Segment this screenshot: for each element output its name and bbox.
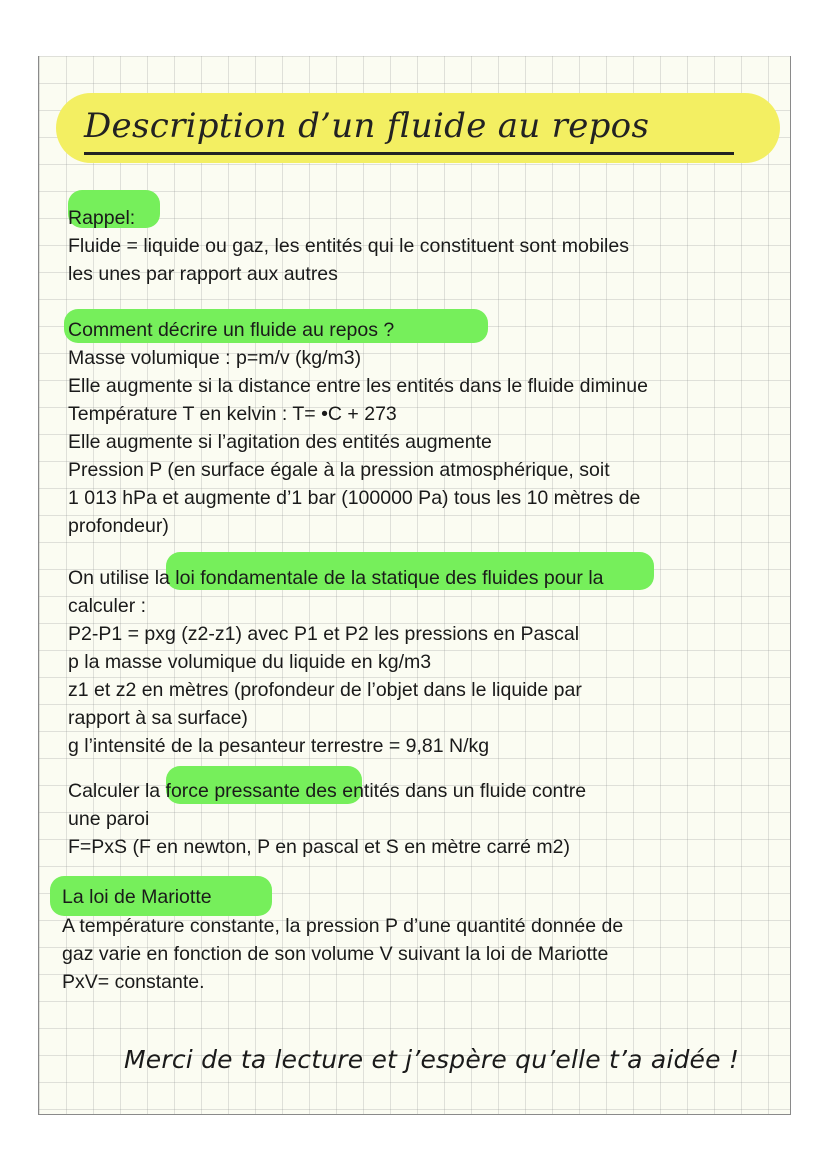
statique-intro [68,566,604,590]
statique-line-6: g l’intensité de la pesanteur terrestre = 9,81 N/kg [68,735,490,757]
statique-line-3: p la masse volumique du liquide en kg/m3 [68,651,432,673]
section2-line-3: Température T en kelvin : T= •C + 273 [68,403,397,425]
statique-intro-highlight: la loi fondamentale de la statique des fluides [154,567,539,589]
page-title: Description d’un fluide au repos [84,106,650,146]
section2-line-4: Elle augmente si l’agitation des entités augmente [68,431,492,453]
mariotte-line-3: PxV= constante. [62,971,205,993]
statique-line-1: calculer : [68,595,147,617]
force-highlight-text: force pressante [165,780,300,802]
footer-message: Merci de ta lecture et j’espère qu’elle t’a aidée ! [124,1045,740,1074]
mariotte-heading: La loi de Mariotte [62,886,212,908]
section2-line-7: profondeur) [68,515,169,537]
force-line-1: une paroi [68,808,150,830]
statique-line-4: z1 et z2 en mètres (profondeur de l’objet dans le liquide par [68,679,582,701]
statique-line-2: P2-P1 = pxg (z2-z1) avec P1 et P2 les pressions en Pascal [68,623,580,645]
force-after: des entités dans un fluide contre [299,780,587,802]
rappel-line-2: les unes par rapport aux autres [68,263,338,285]
mariotte-line-1: A température constante, la pression P d’une quantité donnée de [62,915,624,937]
rappel-heading: Rappel: [68,207,136,229]
mariotte-line-2: gaz varie en fonction de son volume V suivant la loi de Mariotte [62,943,609,965]
section2-line-2: Elle augmente si la distance entre les entités dans le fluide diminue [68,375,648,397]
section2-line-5: Pression P (en surface égale à la pression atmosphérique, soit [68,459,610,481]
force-intro [68,779,586,803]
title-underline [84,152,734,155]
statique-intro-before: On utilise [68,567,155,589]
force-line-2: F=PxS (F en newton, P en pascal et S en mètre carré m2) [68,836,570,858]
force-before: Calculer la [68,780,166,802]
rappel-line-1: Fluide = liquide ou gaz, les entités qui le constituent sont mobiles [68,235,629,257]
statique-intro-after: pour la [538,567,604,589]
section2-line-1: Masse volumique : p=m/v (kg/m3) [68,347,362,369]
section2-line-6: 1 013 hPa et augmente d’1 bar (100000 Pa) tous les 10 mètres de [68,487,641,509]
statique-line-5: rapport à sa surface) [68,707,248,729]
section2-heading: Comment décrire un fluide au repos ? [68,319,395,341]
